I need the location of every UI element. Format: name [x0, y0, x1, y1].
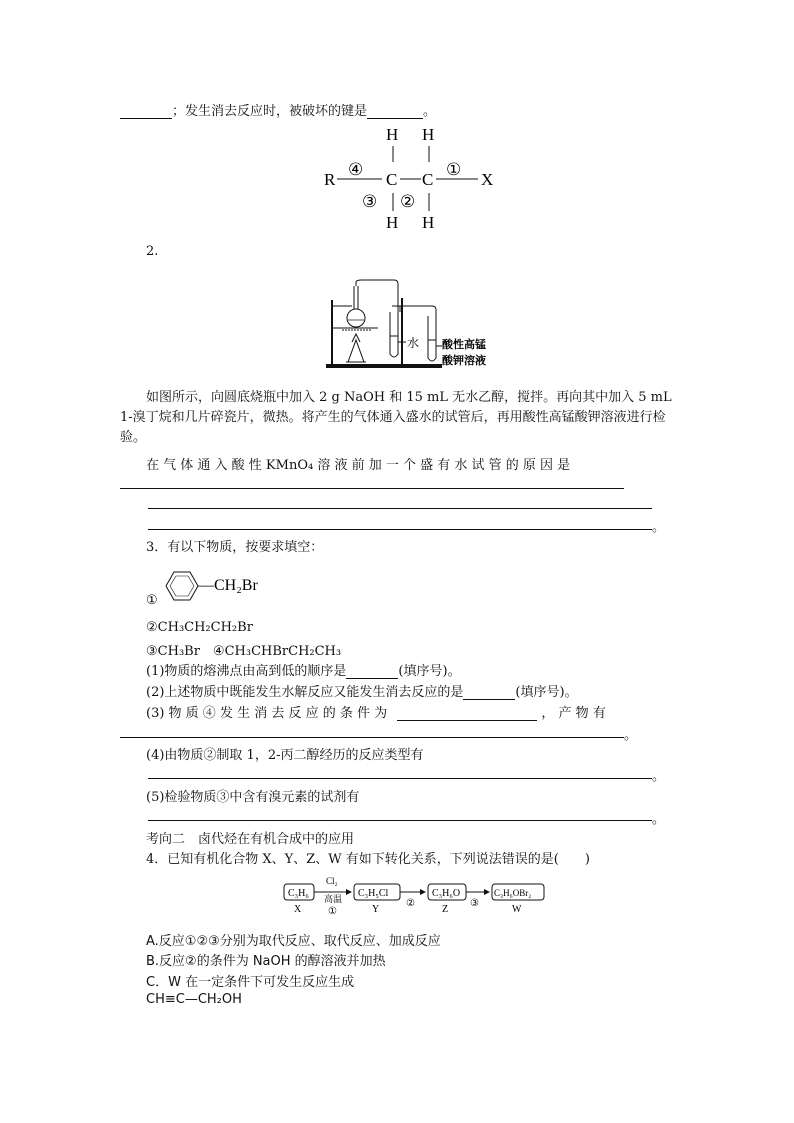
answer-line[interactable] [148, 778, 652, 779]
answer-blank[interactable] [397, 708, 537, 721]
atom-C: C [386, 170, 398, 189]
box-z: C₃H₆O [432, 888, 461, 899]
atom-H: H [386, 125, 399, 144]
question-3-title: 3．有以下物质，按要求填空： [146, 540, 324, 555]
box-w: C₃H₆OBr₂ [494, 888, 532, 898]
question-2-prompt: 在 气 体 通 入 酸 性 KMnO₄ 溶 液 前 加 一 个 盛 有 水 试 管 的 原 因 是 [146, 458, 571, 473]
sub-question-5: (5)检验物质③中含有溴元素的试剂有 [146, 790, 360, 805]
atom-H: H [422, 213, 435, 232]
sub-question-1: (1)物质的熔沸点由高到低的顺序是 (填序号)。 [146, 664, 461, 679]
answer-blank[interactable] [463, 687, 515, 700]
atom-R: R [324, 170, 336, 189]
option-c-formula: CH≡C—CH₂OH [146, 992, 242, 1007]
answer-line[interactable] [120, 488, 624, 489]
option-a[interactable]: A.反应①②③分别为取代反应、取代反应、加成反应 [146, 934, 441, 949]
label-x: X [294, 904, 302, 915]
bond-2: ② [400, 192, 416, 211]
question-2-number: 2. [146, 244, 159, 259]
answer-blank[interactable] [120, 106, 172, 119]
arrow1-top: Cl₂ [326, 876, 338, 886]
bond-1: ① [446, 160, 462, 179]
sub-question-4: (4)由物质②制取 1，2-丙二醇经历的反应类型有 [146, 748, 424, 763]
section-2-title: 考向二 卤代烃在有机合成中的应用 [146, 832, 355, 847]
sub-question-3: (3) 物 质 ④ 发 生 消 去 反 应 的 条 件 为 ， 产 物 有 [146, 706, 606, 721]
arrow1-mid: 高温 [324, 894, 343, 904]
atom-H: H [422, 125, 435, 144]
item-1-number: ① [146, 592, 158, 607]
item-1-formula: —CH₂Br [198, 577, 258, 594]
item-2: ②CH₃CH₂CH₂Br [146, 620, 253, 635]
conversion-scheme [282, 870, 546, 916]
label-water: 水 [407, 336, 420, 350]
question-2-paragraph: 如图所示，向圆底烧瓶中加入 2 g NaOH 和 15 mL 无水乙醇，搅拌。再向其中加入 5 mL 1-溴丁烷和几片碎瓷片，微热。将产生的气体通入盛水的试管后，再用酸性高锰酸钾溶液进行检验。 [120, 390, 672, 445]
answer-blank[interactable] [346, 666, 398, 679]
apparatus-diagram [318, 276, 508, 372]
option-b[interactable]: B.反应②的条件为 NaOH 的醇溶液并加热 [146, 954, 386, 969]
label-y: Y [372, 904, 380, 915]
answer-line[interactable] [148, 529, 652, 530]
bond-4: ④ [348, 160, 364, 179]
arrow2-num: ② [406, 898, 415, 909]
answer-line[interactable] [120, 737, 624, 738]
label-kmno4-line1: 酸性高锰 [442, 339, 486, 351]
atom-X: X [481, 170, 494, 189]
label-kmno4-line2: 酸钾溶液 [442, 355, 486, 367]
top-line: ；发生消去反应时，被破坏的键是 。 [120, 100, 436, 119]
arrow3-num: ③ [470, 898, 479, 909]
question-4-title: 4．已知有机化合物 X、Y、Z、W 有如下转化关系，下列说法错误的是( ) [146, 852, 590, 867]
bond-3: ③ [362, 192, 378, 211]
atom-H: H [386, 213, 399, 232]
label-z: Z [442, 904, 449, 915]
top-line-text: ；发生消去反应时，被破坏的键是 [172, 104, 368, 119]
box-y: C₃H₅Cl [358, 888, 389, 899]
answer-line[interactable] [148, 508, 652, 509]
arrow1-num: ① [328, 906, 337, 916]
label-w: W [512, 904, 522, 915]
box-x: C₃H₆ [288, 888, 309, 899]
answer-line[interactable] [148, 820, 652, 821]
haloalkane-structure [318, 118, 508, 236]
sub-question-2: (2)上述物质中既能发生水解反应又能发生消去反应的是 (填序号)。 [146, 685, 578, 700]
items-3-4: ③CH₃Br ④CH₃CHBrCH₂CH₃ [146, 644, 342, 659]
benzyl-bromide-structure [146, 560, 296, 608]
option-c[interactable]: C．W 在一定条件下可发生反应生成 [146, 975, 355, 990]
atom-C: C [422, 170, 434, 189]
